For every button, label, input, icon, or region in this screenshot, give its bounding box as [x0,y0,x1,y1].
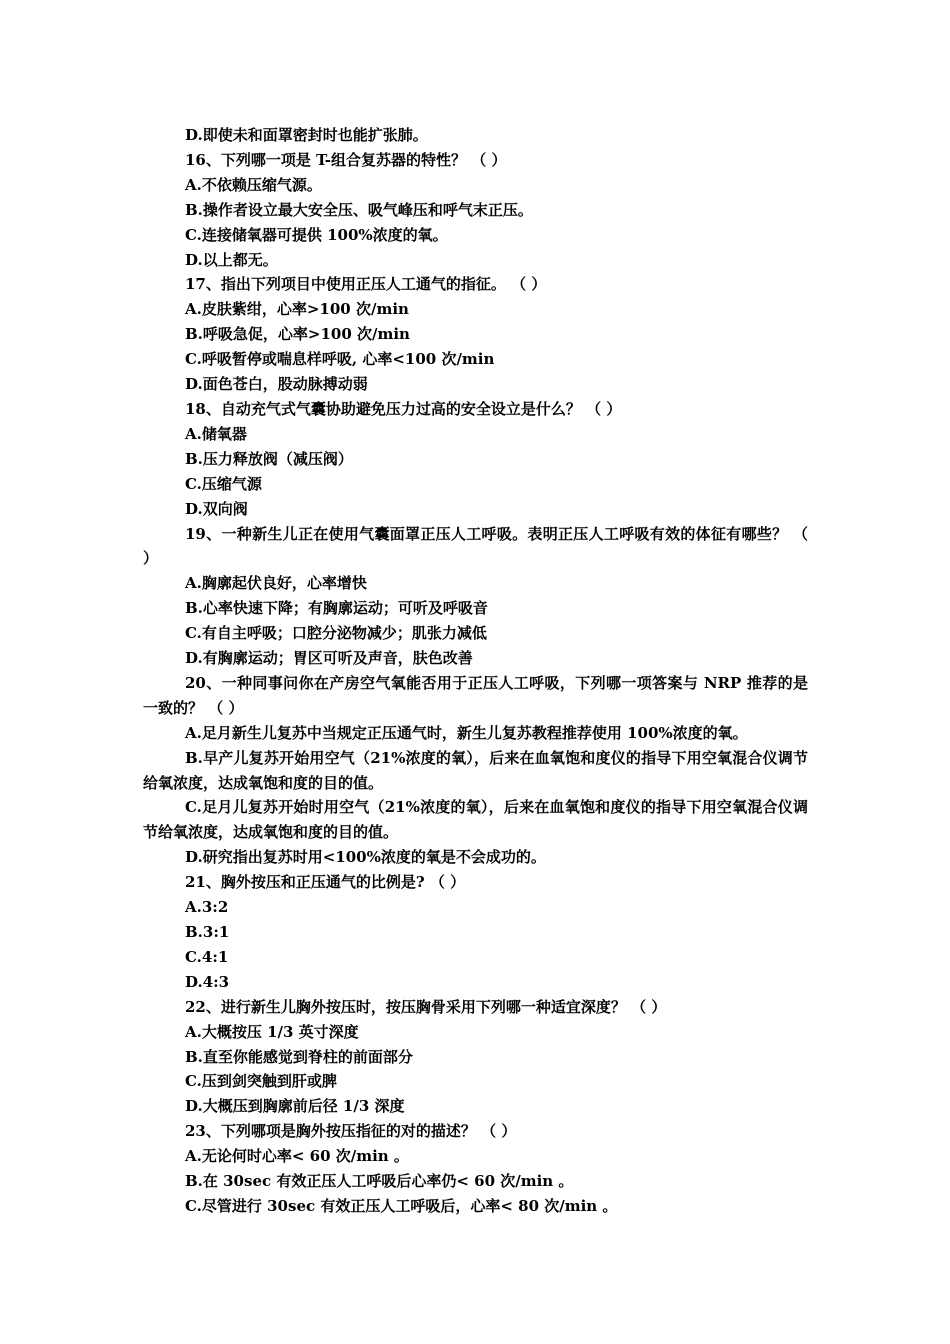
text-line: C.有自主呼吸；口腔分泌物减少；肌张力减低 [185,624,487,643]
question-paragraph: B.早产儿复苏开始用空气（21%浓度的氧），后来在血氧饱和度仪的指导下用空氧混合仪调节给氧浓度，达成氧饱和度的目的值。 [143,748,808,792]
text-line: B.在 30sec 有效正压人工呼吸后心率仍< 60 次/min 。 [185,1172,574,1191]
text-line: C.4:1 [185,947,229,966]
text-line: 21、胸外按压和正压通气的比例是? （ ） [185,873,466,892]
text-line: B.压力释放阀（减压阀） [185,449,353,468]
question-paragraph: 20、一种同事问你在产房空气氧能否用于正压人工呼吸，下列哪一项答案与 NRP 推荐的是一致的？ （ ） [143,673,808,717]
text-line: D.有胸廓运动；胃区可听及声音，肤色改善 [185,649,473,668]
text-line: A.胸廓起伏良好，心率增快 [185,574,367,593]
text-line: A.皮肤紫绀，心率>100 次/min [185,300,409,319]
text-line: B.呼吸急促，心率>100 次/min [185,325,410,344]
text-line: A.储氧器 [185,424,247,443]
question-list [143,123,808,1219]
text-line: C.连接储氧器可提供 100%浓度的氧。 [185,225,448,244]
text-line: C.呼吸暂停或喘息样呼吸, 心率<100 次/min [185,350,495,369]
text-line: A.大概按压 1/3 英寸深度 [185,1022,359,1041]
text-line: B.3:1 [185,923,230,941]
text-line: B.心率快速下降；有胸廓运动；可听及呼吸音 [185,599,488,618]
question-paragraph: 19、一种新生儿正在使用气囊面罩正压人工呼吸。表明正压人工呼吸有效的体征有哪些？ （ ） [143,524,808,568]
text-line: D.大概压到胸廓前后径 1/3 深度 [185,1097,405,1116]
text-line: 17、指出下列项目中使用正压人工通气的指征。 （ ） [185,275,547,294]
text-line: 16、下列哪一项是 T-组合复苏器的特性？ （ ） [185,150,507,169]
text-line: A.无论何时心率< 60 次/min 。 [185,1147,409,1166]
text-line: D.面色苍白，股动脉搏动弱 [185,375,368,394]
text-line: D.双向阀 [185,499,248,518]
text-line: 22、进行新生儿胸外按压时，按压胸骨采用下列哪一种适宜深度？ （ ） [185,997,667,1016]
text-line: 23、下列哪项是胸外按压指征的对的描述？ （ ） [185,1122,517,1141]
text-line: D.研究指出复苏时用<100%浓度的氧是不会成功的。 [185,848,546,867]
text-line: B.操作者设立最大安全压、吸气峰压和呼气末正压。 [185,200,533,219]
text-line: A.3:2 [185,898,229,917]
text-line: D.即使未和面罩密封时也能扩张肺。 [185,126,428,144]
text-line: 18、自动充气式气囊协助避免压力过高的安全设立是什么？ （ ） [185,399,622,418]
text-line: A.足月新生儿复苏中当规定正压通气时，新生儿复苏教程推荐使用 100%浓度的氧。 [185,723,748,742]
text-line: C.尽管进行 30sec 有效正压人工呼吸后，心率< 80 次/min 。 [185,1196,618,1215]
text-line: D.以上都无。 [185,250,278,269]
text-line: C.压到剑突触到肝或脾 [185,1072,337,1091]
text-line: C.压缩气源 [185,474,262,493]
question-paragraph: C.足月儿复苏开始时用空气（21%浓度的氧），后来在血氧饱和度仪的指导下用空氧混合仪调节给氧浓度，达成氧饱和度的目的值。 [143,798,808,842]
text-line: B.直至你能感觉到脊柱的前面部分 [185,1047,413,1066]
text-line: D.4:3 [185,972,230,991]
text-line: A.不依赖压缩气源。 [185,175,322,194]
